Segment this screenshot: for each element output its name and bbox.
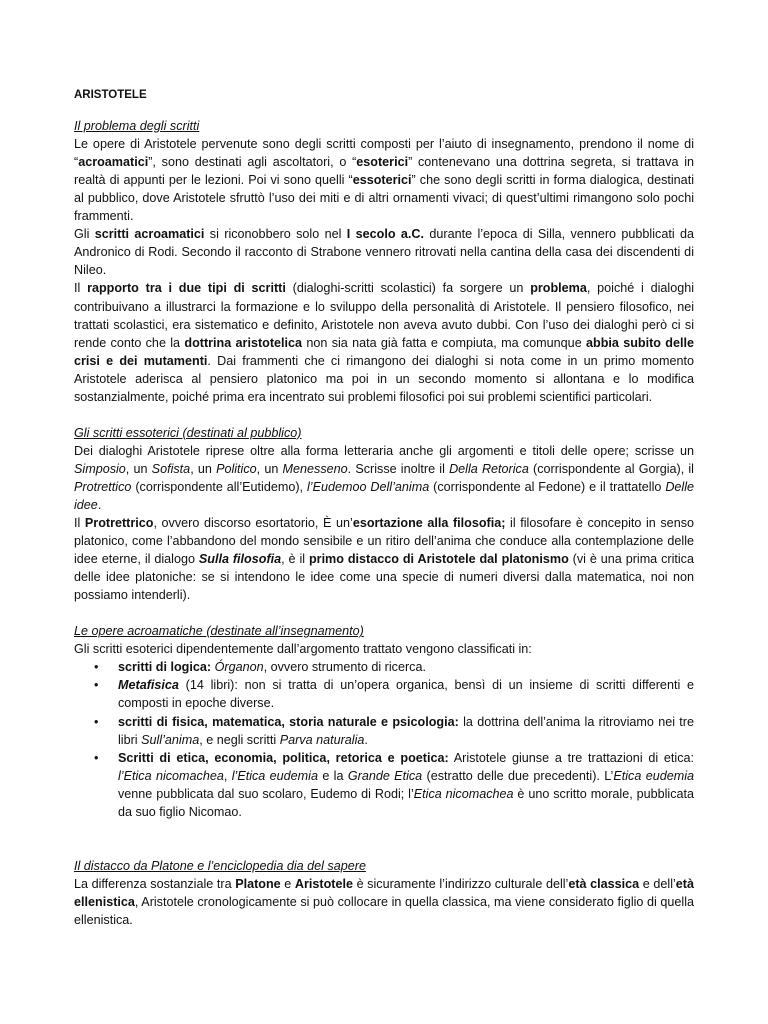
list-item-fisica: • scritti di fisica, matematica, storia naturale e psicologia: la dottrina dell’anima la ritroviamo nei tre libri Sull’anima, e negli scritti Parva naturalia. <box>94 714 694 747</box>
paragraph-opere-pervenute: Le opere di Aristotele pervenute sono degli scritti composti per l’aiuto di insegnamento, prendono il nome di “acroamatici”, sono destinati agli ascoltatori, o “esoterici” contenevano una dottrina segreta, si trattava in realtà di appunti per le lezioni. Poi vi sono quelli “essoterici” che sono degli scritti in forma dialogica, destinati al pubblico, dove Aristotele sfruttò l’uso dei miti e di altri ornamenti vivaci; di quest’ultimi rimangono solo pochi frammenti. <box>74 137 694 224</box>
paragraph-scritti-acroamatici: Gli scritti acroamatici si riconobbero solo nel I secolo a.C. durante l’epoca di Silla, vennero pubblicati da Andronico di Rodi. Secondo il racconto di Strabone vennero ritrovati nella cantina della casa dei discendenti di Nileo. <box>74 227 694 278</box>
paragraph-dialoghi: Dei dialoghi Aristotele riprese oltre alla forma letteraria anche gli argomenti e titoli delle opere; scrisse un Simposio, un Sofista, un Politico, un Menesseno. Scrisse inoltre il Della Retorica (corrispondente al Gorgia), il Protrettico (corrispondente all’Eutidemo), l’Eudemoo Dell’anima (corrispondente al Fedone) e il trattatello Delle idee. <box>74 443 695 512</box>
document-page <box>74 86 694 929</box>
paragraph-differenza-sostanziale: La differenza sostanziale tra Platone e Aristotele è sicuramente l’indirizzo culturale dell’età classica e dell’età ellenistica, Aristotele cronologicamente si può collocare in quella classica, ma viene considerato figlio di quella ellenistica. <box>74 876 694 927</box>
section-heading-opere-acroamatiche: Le opere acroamatiche (destinate all’insegnamento) <box>74 624 364 639</box>
section-heading-distacco-platone: Il distacco da Platone e l’enciclopedia dia del sapere <box>74 858 366 873</box>
list-item-logica: • scritti di logica: Órganon, ovvero strumento di ricerca. <box>74 658 694 676</box>
bullet-icon: • <box>94 660 99 675</box>
list-item-metafisica: • Metafisica (14 libri): non si tratta di un’opera organica, bensì di un insieme di scritti differenti e composti in epoche diverse. <box>94 678 694 711</box>
spacer <box>74 406 694 424</box>
works-list <box>74 658 694 820</box>
paragraph-rapporto-scritti: Il rapporto tra i due tipi di scritti (dialoghi-scritti scolastici) fa sorgere un problema, poiché i dialoghi contribuivano a illustrarci la formazione e lo sviluppo della personalità di Aristotele. Il pensiero filosofico, nei trattati scolastici, era sistematico e definito, Aristotele non aveva avuto dubbi. Con l’uso dei dialoghi però ci si rende conto che la dottrina aristotelica non sia nata già fatta e compiuta, ma comunque abbia subito delle crisi e dei mutamenti. Dai frammenti che ci rimangono dei dialoghi si nota come in un primo momento Aristotele aderisca al pensiero platonico ma poi in un secondo momento si allontana e lo modifica sostanzialmente, poiché prima era incentrato sui problemi filosofici poi sui problemi scientifici particolari. <box>74 281 695 404</box>
document-title: ARISTOTELE <box>74 89 147 101</box>
spacer <box>74 604 694 622</box>
section-heading-problema-scritti: Il problema degli scritti <box>74 119 200 134</box>
list-item-etica: • Scritti di etica, economia, politica, retorica e poetica: Aristotele giunse a tre trattazioni di etica: l’Etica nicomachea, l’Etica eudemia e la Grande Etica (estratto delle due precedenti). L’Etica eudemia venne pubblicata dal suo scolaro, Eudemo di Rodi; l’Etica nicomachea è uno scritto morale, pubblicata da suo figlio Nicomao. <box>94 750 695 819</box>
bullet-icon: • <box>94 750 99 765</box>
paragraph-protrettico: Il Protrettrico, ovvero discorso esortatorio, È un’esortazione alla filosofia; il filosofare è concepito in senso platonico, come l’abbandono del mondo sensibile e un ritiro dell’anima che conduce alla contemplazione delle idee eterne, il dialogo Sulla filosofia, è il primo distacco di Aristotele dal platonismo (vi è una prima critica delle idee platoniche: se si intendono le idee come una specie di numeri diversi dalla matematica, noi non possiamo intenderli). <box>74 516 694 603</box>
bullet-icon: • <box>94 678 99 693</box>
spacer <box>74 821 694 857</box>
paragraph-classificazione: Gli scritti esoterici dipendentemente dall’argomento trattato vengono classificati in: <box>74 642 532 657</box>
section-heading-scritti-essoterici: Gli scritti essoterici (destinati al pubblico) <box>74 425 302 440</box>
bullet-icon: • <box>94 714 99 729</box>
